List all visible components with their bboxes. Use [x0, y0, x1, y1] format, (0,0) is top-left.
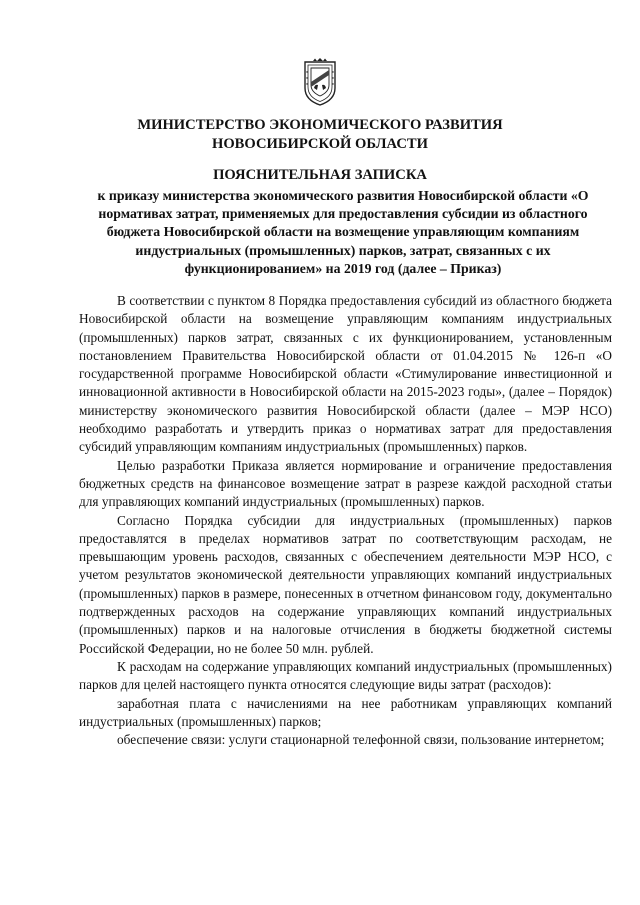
ministry-line-1: МИНИСТЕРСТВО ЭКОНОМИЧЕСКОГО РАЗВИТИЯ [137, 117, 503, 133]
paragraph: В соответствии с пунктом 8 Порядка предоставления субсидий из областного бюджета Новосибирской области на возмещение управляющим компаниям индустриальных (промышленных) парков затрат, связанных с их функционированием, установленным постановлением Правительства Новосибирской области от 01.04.2015 № 126-п «О государственной программе Новосибирской области «Стимулирование инвестиционной и инновационной активности в Новосибирской области на 2015-2023 годы», (далее – Порядок) министерству экономического развития Новосибирской области (далее – МЭР НСО) необходимо разработать и утвердить приказ о нормативах затрат для предоставления субсидий управляющим компаниям индустриальных (промышленных) парков. [79, 293, 612, 455]
paragraph: обеспечение связи: услуги стационарной телефонной связи, пользование интернетом; [117, 732, 605, 748]
ministry-heading [90, 116, 550, 154]
paragraph: заработная плата с начислениями на нее работникам управляющих компаний индустриальных (промышленных) парков; [79, 695, 612, 729]
document-body [79, 292, 612, 749]
paragraph: Согласно Порядка субсидии для индустриальных (промышленных) парков предоставлятся в пределах нормативов затрат по соответствующим расходам, не превышающим уровень расходов, связанных с обеспечением деятельности МЭР НСО, с учетом результатов экономической деятельности управляющих компаний индустриальных (промышленных) парков в размере, понесенных в отчетном финансовом году, документально подтвержденных расходов на содержание управляющих компаний индустриальных (промышленных) парков и на налоговые отчисления в бюджеты бюджетной системы Российской Федерации, но не более 50 млн. рублей. [79, 512, 612, 656]
document-title: ПОЯСНИТЕЛЬНАЯ ЗАПИСКА [213, 167, 427, 183]
paragraph: К расходам на содержание управляющих компаний индустриальных (промышленных) парков для целей настоящего пункта относятся следующие виды затрат (расходов): [79, 658, 612, 693]
paragraph: Целью разработки Приказа является нормирование и ограничение предоставления бюджетных средств на финансовое возмещение затрат в разрезе каждой расходной статьи для управляющих компаний индустриальных (промышленных) парков. [79, 457, 612, 510]
coat-of-arms-icon [300, 58, 340, 106]
document-subtitle: к приказу министерства экономического развития Новосибирской области «О нормативах затрат, применяемых для предоставления субсидии из областного бюджета Новосибирской области на возмещение управляющим компаниям индустриальных (промышленных) парков, затрат, связанных с их функционированием» на 2019 год (далее – Приказ) [97, 188, 589, 276]
ministry-line-2: НОВОСИБИРСКОЙ ОБЛАСТИ [211, 136, 428, 152]
